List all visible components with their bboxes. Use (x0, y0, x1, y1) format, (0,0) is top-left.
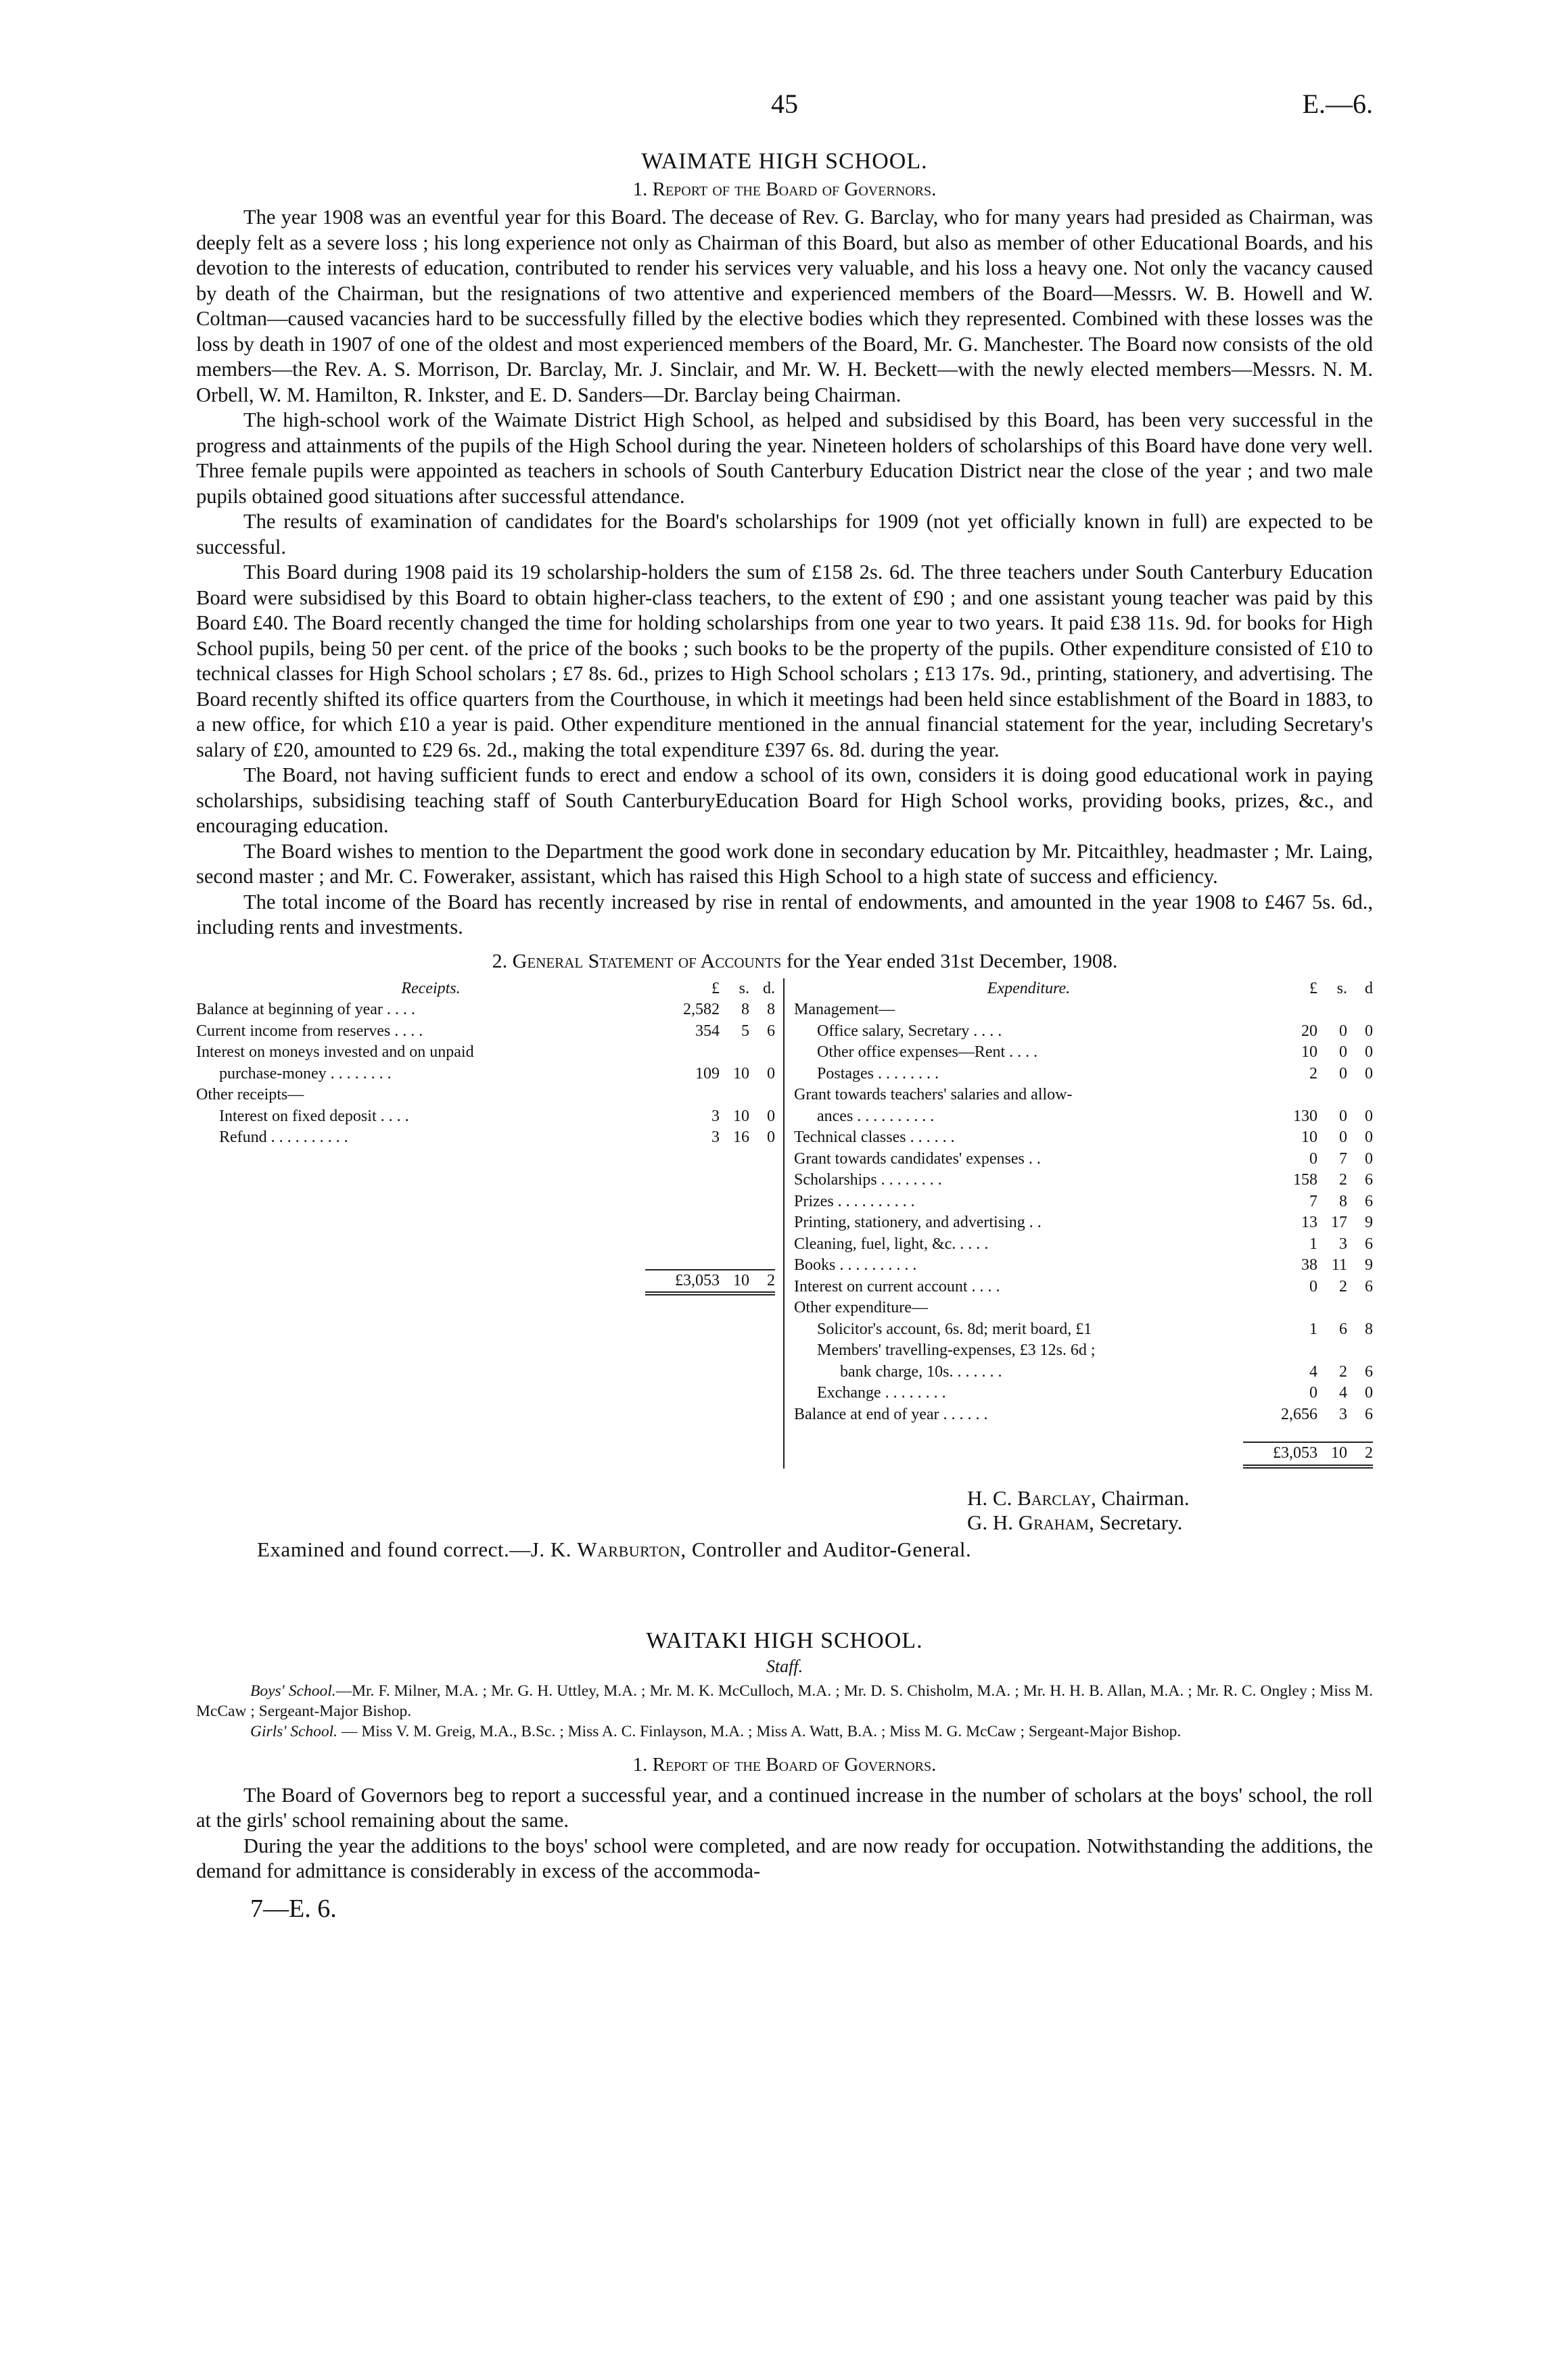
statement-title-rest: for the Year ended 31st December, 1908. (781, 949, 1118, 972)
paragraph: This Board during 1908 paid its 19 scholarship-holders the sum of £158 2s. 6d. The three teachers under South Canterbury Education Board were subsidised by this Board to obtain higher-class teachers, to the extent of £90 ; and one assistant young teacher was paid by this Board £40. The Board recently changed the time for holding scholarships from one year to two years. It paid £38 11s. 9d. for books for High School pupils, being 50 per cent. of the price of the books ; such books to be the property of the pupils. Other expenditure consisted of £10 to technical classes for High School scholars ; £7 8s. 6d., prizes to High School scholars ; £13 17s. 9d., printing, stationery, and advertising. The Board recently shifted its office quarters from the Courthouse, in which it meetings had been held since establishment of the Board in 1883, to a new office, for which £10 a year is paid. Other expenditure mentioned in the annual financial statement for the year, including Secretary's salary of £20, amounted to £29 6s. 2d., making the total expenditure £397 6s. 8d. during the year. (196, 561, 1373, 761)
account-pence: 0 (767, 1064, 775, 1082)
account-label: Grant towards candidates' expenses . . (794, 1149, 1041, 1168)
account-shillings: 3 (1339, 1405, 1347, 1423)
account-pence: 0 (767, 1128, 775, 1146)
page-header (196, 88, 1373, 135)
receipts-heading: Receipts. (401, 979, 461, 997)
account-label: Management— (794, 1001, 895, 1018)
girls-school-label: Girls' School. (250, 1722, 338, 1740)
account-shillings: 10 (733, 1064, 749, 1082)
shillings-unit: s. (739, 979, 749, 997)
account-pounds: 10 (1301, 1043, 1317, 1061)
page-number: 45 (771, 89, 798, 119)
account-label: Solicitor's account, 6s. 8d; merit board, £1 (817, 1320, 1092, 1338)
account-row (196, 1042, 775, 1064)
account-label: Printing, stationery, and advertising . . (794, 1214, 1042, 1231)
account-pounds: 2,656 (1281, 1405, 1317, 1423)
account-row (794, 1255, 1373, 1277)
account-row (196, 999, 775, 1021)
account-pence: 8 (767, 1001, 775, 1018)
account-pounds: 38 (1301, 1256, 1317, 1274)
expenditure-total-shillings: 10 (1331, 1444, 1347, 1462)
waitaki-report-body (196, 1783, 1373, 1884)
account-label: Cleaning, fuel, light, &c. . . . . (794, 1235, 989, 1253)
statement-title-main: 2. General Statement of Accounts (492, 949, 782, 972)
account-row (794, 1085, 1373, 1106)
account-shillings: 10 (733, 1107, 749, 1125)
account-row (794, 1021, 1373, 1043)
waitaki-report-heading: 1. Report of the Board of Governors. (632, 1753, 937, 1776)
account-shillings: 0 (1339, 1064, 1347, 1082)
account-label: Refund . . . . . . . . . . (219, 1128, 348, 1146)
paragraph: The total income of the Board has recently increased by rise in rental of endowments, and amounted in the year 1908 to £467 5s. 6d., including rents and investments. (196, 890, 1373, 938)
pounds-unit: £ (1309, 979, 1317, 997)
account-label: Other office expenses—Rent . . . . (817, 1043, 1038, 1061)
waitaki-title: WAITAKI HIGH SCHOOL. (646, 1627, 923, 1653)
pence-unit: d. (763, 979, 775, 997)
account-pounds: 13 (1301, 1214, 1317, 1231)
account-row (794, 1404, 1373, 1426)
account-row (794, 1064, 1373, 1085)
account-shillings: 11 (1331, 1256, 1347, 1274)
account-label: purchase-money . . . . . . . . (219, 1064, 392, 1082)
account-pounds: 2 (1309, 1064, 1317, 1082)
signatures (967, 1486, 1373, 1535)
paragraph: The Board wishes to mention to the Department the good work done in secondary education by Mr. Pitcaithley, headmaster ; Mr. Laing, second master ; and Mr. C. Foweraker, assistant, which has raised this High School to a high state of success and efficiency. (196, 839, 1373, 888)
account-pounds: 20 (1301, 1022, 1317, 1040)
expenditure-total-pounds: £3,053 (1273, 1444, 1317, 1462)
account-shillings: 0 (1339, 1107, 1347, 1125)
account-shillings: 0 (1339, 1043, 1347, 1061)
account-pence: 0 (1365, 1064, 1373, 1082)
receipts-total-pence: 2 (767, 1271, 775, 1289)
account-pounds: 130 (1293, 1107, 1317, 1125)
account-pence: 8 (1365, 1320, 1373, 1338)
account-pence: 6 (1365, 1192, 1373, 1210)
account-pence: 6 (1365, 1277, 1373, 1295)
expenditure-rows (794, 999, 1373, 1425)
account-pence: 0 (1365, 1128, 1373, 1146)
account-label: Interest on moneys invested and on unpaid (196, 1043, 474, 1061)
account-row (794, 1277, 1373, 1298)
account-row (794, 1340, 1373, 1362)
account-pence: 0 (767, 1107, 775, 1125)
account-pence: 0 (1365, 1022, 1373, 1040)
paragraph: The high-school work of the Waimate District High School, as helped and subsidised by this Board, has been very successful in the progress and attainments of the pupils of the High School during the year. Nineteen holders of scholarships of this Board have done very well. Three female pupils were appointed as teachers in schools of South Canterbury Education District near the close of the year ; and two male pupils obtained good situations after successful attendance. (196, 408, 1373, 508)
account-label: Scholarships . . . . . . . . (794, 1171, 942, 1189)
account-pence: 0 (1365, 1149, 1373, 1168)
account-pounds: 2,582 (683, 1001, 720, 1018)
receipts-total-shillings: 10 (733, 1271, 749, 1289)
account-shillings: 8 (1339, 1192, 1347, 1210)
account-pence: 0 (1365, 1107, 1373, 1125)
account-row (196, 1064, 775, 1085)
account-label: Interest on fixed deposit . . . . (219, 1107, 409, 1125)
paragraph: The year 1908 was an eventful year for this Board. The decease of Rev. G. Barclay, who for many years had presided as Chairman, was deeply felt as a severe loss ; his long experience not only as Chairman of this Board, but also as member of other Educational Boards, and his devotion to the interests of education, contributed to render his services very valuable, and his loss a heavy one. Not only the vacancy caused by death of the Chairman, but the resignations of two attentive and experienced members of the Board—Messrs. W. B. Howell and W. Coltman—caused vacancies hard to be successfully filled by the elective bodies which they represented. Combined with these losses was the loss by death in 1907 of one of the oldest and most experienced members of the Board, Mr. G. Manchester. The Board now consists of the old members—the Rev. A. S. Morrison, Dr. Barclay, Mr. J. Sinclair, and Mr. W. H. Beckett—with the newly elected members—Messrs. N. M. Orbell, W. M. Hamilton, R. Inkster, and E. D. Sanders—Dr. Barclay being Chairman. (196, 206, 1373, 406)
account-row (196, 1085, 775, 1106)
signature-mark: 7—E. 6. (250, 1894, 337, 1923)
account-label: Office salary, Secretary . . . . (817, 1022, 1002, 1040)
expenditure-header (794, 978, 1373, 1000)
account-label: Current income from reserves . . . . (196, 1022, 423, 1040)
waimate-report-heading: 1. Report of the Board of Governors. (632, 178, 937, 200)
account-shillings: 2 (1339, 1277, 1347, 1295)
account-pounds: 1 (1309, 1235, 1317, 1253)
account-row (794, 1298, 1373, 1319)
expenditure-total-pence: 2 (1365, 1444, 1373, 1462)
paragraph: During the year the additions to the boys' school were completed, and are now ready for occupation. Notwithstanding the additions, the demand for admittance is considerably in excess of the accommoda- (196, 1834, 1373, 1882)
account-row (794, 1383, 1373, 1404)
paragraph: The Board of Governors beg to report a successful year, and a continued increase in the number of scholars at the boys' school, the roll at the girls' school remaining about the same. (196, 1783, 1373, 1832)
accounts-statement (196, 978, 1373, 1469)
girls-staff: Girls' School. — Miss V. M. Greig, M.A., B.Sc. ; Miss A. C. Finlayson, M.A. ; Miss A. Watt, B.A. ; Miss M. G. McCaw ; Sergeant-Major Bishop. (250, 1722, 1182, 1740)
paragraph: The Board, not having sufficient funds to erect and endow a school of its own, considers it is doing good educational work in paying scholarships, subsidising teaching staff of South CanterburyEducation Board for High School works, providing books, prizes, &c., and encouraging education. (196, 763, 1373, 837)
account-pounds: 3 (711, 1128, 720, 1146)
account-label: Grant towards teachers' salaries and allow- (794, 1086, 1073, 1103)
account-row (794, 999, 1373, 1021)
account-label: Other receipts— (196, 1086, 304, 1103)
account-row (794, 1234, 1373, 1256)
account-shillings: 8 (741, 1001, 749, 1018)
pounds-unit: £ (711, 979, 720, 997)
account-label: Technical classes . . . . . . (794, 1128, 955, 1146)
account-label: Members' travelling-expenses, £3 12s. 6d ; (817, 1341, 1096, 1359)
account-label: ances . . . . . . . . . . (817, 1107, 935, 1125)
account-row (794, 1212, 1373, 1234)
account-shillings: 2 (1339, 1362, 1347, 1381)
account-shillings: 17 (1331, 1214, 1347, 1231)
account-row (794, 1106, 1373, 1128)
account-pence: 9 (1365, 1256, 1373, 1274)
pence-unit: d (1365, 979, 1373, 997)
account-label: Exchange . . . . . . . . (817, 1384, 946, 1402)
account-row (794, 1319, 1373, 1341)
waimate-title: WAIMATE HIGH SCHOOL. (641, 149, 928, 174)
account-row (196, 1021, 775, 1043)
account-pounds: 0 (1309, 1384, 1317, 1402)
account-pounds: 158 (1293, 1171, 1317, 1189)
expenditure-total (794, 1442, 1373, 1469)
expenditure-heading: Expenditure. (987, 979, 1071, 997)
boys-school-label: Boys' School. (250, 1682, 336, 1700)
account-pence: 9 (1365, 1214, 1373, 1231)
signature-secretary: G. H. Graham, Secretary. (967, 1510, 1183, 1534)
account-pounds: 4 (1309, 1362, 1317, 1381)
account-row (794, 1191, 1373, 1213)
account-pence: 0 (1365, 1043, 1373, 1061)
account-pounds: 10 (1301, 1128, 1317, 1146)
account-pounds: 7 (1309, 1192, 1317, 1210)
account-shillings: 16 (733, 1128, 749, 1146)
account-shillings: 2 (1339, 1171, 1347, 1189)
account-label: bank charge, 10s. . . . . . . (840, 1362, 1002, 1381)
account-pounds: 0 (1309, 1277, 1317, 1295)
staff-heading: Staff. (766, 1656, 803, 1676)
account-pence: 6 (1365, 1405, 1373, 1423)
expenditure-column (783, 978, 1373, 1469)
account-label: Prizes . . . . . . . . . . (794, 1192, 915, 1210)
account-shillings: 0 (1339, 1022, 1347, 1040)
account-pence: 6 (767, 1022, 775, 1040)
statement-title (237, 950, 1373, 973)
account-pounds: 354 (695, 1022, 720, 1040)
account-row (794, 1042, 1373, 1064)
account-row (794, 1127, 1373, 1149)
boys-staff: Boys' School.—Mr. F. Milner, M.A. ; Mr. G. H. Uttley, M.A. ; Mr. M. K. McCulloch, M.A. ; Mr. D. S. Chisholm, M.A. ; Mr. H. H. B. Allan, M.A. ; Mr. R. C. Ongley ; Miss M. McCaw ; Sergeant-Major Bishop. (196, 1682, 1373, 1720)
shillings-unit: s. (1336, 979, 1347, 997)
receipts-column (196, 978, 783, 1469)
account-label: Interest on current account . . . . (794, 1277, 1000, 1295)
receipts-total (196, 1269, 775, 1296)
account-shillings: 5 (741, 1022, 749, 1040)
receipts-header (196, 978, 775, 1000)
account-label: Postages . . . . . . . . (817, 1064, 939, 1082)
account-pounds: 1 (1309, 1320, 1317, 1338)
account-pence: 6 (1365, 1235, 1373, 1253)
account-pence: 6 (1365, 1171, 1373, 1189)
document-page (196, 88, 1373, 1924)
account-shillings: 4 (1339, 1384, 1347, 1402)
receipts-total-pounds: £3,053 (675, 1271, 720, 1289)
account-pence: 0 (1365, 1384, 1373, 1402)
account-shillings: 3 (1339, 1235, 1347, 1253)
account-row (196, 1127, 775, 1149)
account-pounds: 0 (1309, 1149, 1317, 1168)
account-shillings: 7 (1339, 1149, 1347, 1168)
account-pence: 6 (1365, 1362, 1373, 1381)
account-pounds: 109 (695, 1064, 720, 1082)
account-row (794, 1362, 1373, 1383)
account-shillings: 6 (1339, 1320, 1347, 1338)
account-shillings: 0 (1339, 1128, 1347, 1146)
audit-note: Examined and found correct.—J. K. Warburton, Controller and Auditor-General. (257, 1537, 972, 1561)
signature-chairman: H. C. Barclay, Chairman. (967, 1485, 1190, 1510)
auditor-name: Warburton (577, 1537, 681, 1561)
document-code: E.—6. (1302, 89, 1373, 119)
account-label: Balance at end of year . . . . . . (794, 1405, 988, 1423)
receipts-rows (196, 999, 775, 1149)
account-pounds: 3 (711, 1107, 720, 1125)
account-label: Balance at beginning of year . . . . (196, 1001, 415, 1018)
account-label: Books . . . . . . . . . . (794, 1256, 917, 1274)
account-label: Other expenditure— (794, 1299, 928, 1316)
account-row (196, 1106, 775, 1128)
waimate-report-body (196, 205, 1373, 941)
account-row (794, 1170, 1373, 1191)
paragraph: The results of examination of candidates for the Board's scholarships for 1909 (not yet officially known in full) are expected to be successful. (196, 510, 1373, 558)
account-row (794, 1149, 1373, 1170)
